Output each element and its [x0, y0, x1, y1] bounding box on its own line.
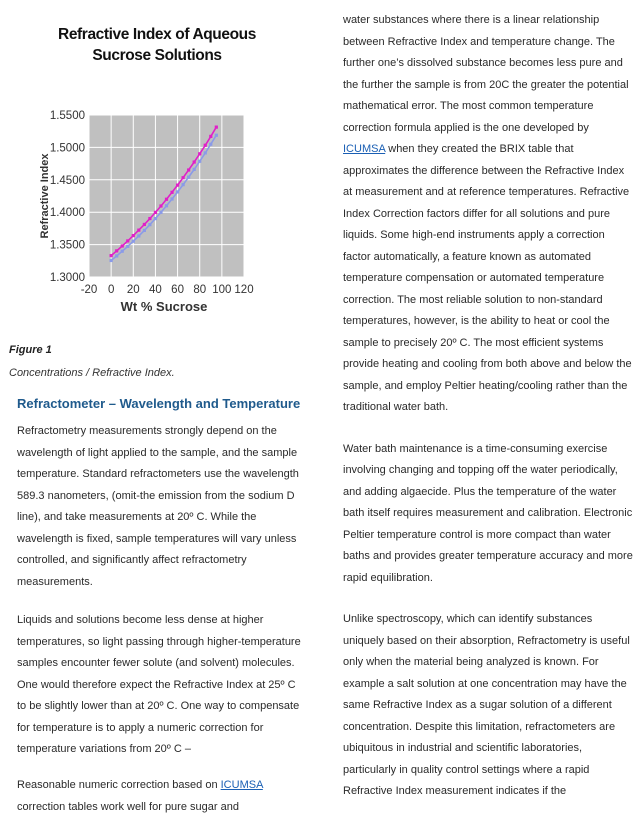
series-1-point — [121, 250, 124, 253]
left-paragraph-3-text-b: correction tables work well for pure sugar and — [17, 800, 239, 813]
right-paragraph-1-text-a: water substances where there is a linear relationship between Refractive Index and temperature change. The further one’s dissolved substance becomes less pure and the further the sample is from 20C the greater the potential mathematical error. The most common temperature correction formula applied is the one developed by — [343, 14, 629, 134]
series-1-point — [170, 197, 173, 200]
figure-caption-text: Concentrations / Refractive Index. — [9, 367, 175, 379]
series-0-point — [154, 211, 157, 214]
y-tick-label: 1.3000 — [49, 272, 85, 284]
series-0-point — [176, 184, 179, 187]
left-paragraph-2: Liquids and solutions become less dense at higher temperatures, so light passing through higher-temperature samples encounter fewer solute (and solvent) molecules. One would therefore expect the Refractive Index at 25º C to be slightly lower than at 20º C. One way to compensate for temperature is to apply a numeric correction for temperature variations from 20º C – — [17, 614, 301, 755]
chart-title: Refractive Index of Aqueous Sucrose Solutions — [58, 26, 256, 64]
series-1-point — [215, 134, 218, 137]
icumsa-link[interactable]: ICUMSA — [220, 779, 263, 791]
series-1-point — [187, 176, 190, 179]
series-0-point — [209, 135, 212, 138]
x-tick-label: 60 — [171, 284, 184, 296]
x-tick-label: 40 — [149, 284, 162, 296]
series-1-point — [154, 217, 157, 220]
right-paragraph-2: Water bath maintenance is a time-consuming exercise involving changing and topping off the water periodically, and adding algaecide. Plus the temperature of the water bath itself requires measurement and calibration. Electronic Peltier temperature control is more compact than water baths and provides greater temperature accuracy and more rapid equilibration. — [343, 442, 633, 584]
right-column — [343, 10, 633, 803]
series-1-point — [137, 234, 140, 237]
series-1-point — [182, 183, 185, 186]
series-1-point — [132, 240, 135, 243]
series-1-point — [165, 204, 168, 207]
x-tick-label: -20 — [80, 284, 98, 296]
series-0-point — [182, 176, 185, 179]
right-paragraph-3: Unlike spectroscopy, which can identify substances uniquely based on their absorption, Refractometry is useful only when the material being analyzed is known. For example a salt solution at one concentration may have the same Refractive Index as a sugar solution of a different concentration. Despite this limitation, refractometers are ubiquitous in industrial and scientific laboratories, particularly in quality control settings where a rapid Refractive Index measurement indicates if the — [343, 613, 630, 797]
series-0-point — [170, 191, 173, 194]
series-1-point — [110, 259, 113, 262]
figure-1 — [32, 18, 282, 318]
series-0-point — [121, 244, 124, 247]
x-axis-label: Wt % Sucrose — [120, 299, 208, 314]
series-1-point — [193, 168, 196, 171]
series-1-point — [198, 160, 201, 163]
icumsa-link[interactable]: ICUMSA — [343, 143, 386, 155]
y-tick-label: 1.5500 — [49, 110, 85, 122]
series-0-point — [159, 204, 162, 207]
left-paragraph-1: Refractometry measurements strongly depend on the wavelength of light applied to the sample, and the sample temperature. Standard refractometers use the wavelength 589.3 nanometers, (omit-the emission from the sodium D line), and take measurements at 20º C. While the wavelength is fixed, sample temperatures will vary unless controlled, and significantly affect refractometry measurements. — [17, 425, 299, 588]
section-heading: Refractometer – Wavelength and Temperature — [17, 396, 301, 411]
series-1-point — [209, 143, 212, 146]
y-axis-label: Refractive Index — [39, 153, 51, 239]
series-0-point — [143, 223, 146, 226]
series-1-point — [204, 151, 207, 154]
y-tick-label: 1.5000 — [49, 142, 85, 155]
series-1-point — [143, 229, 146, 232]
left-paragraph-3 — [17, 775, 312, 818]
series-0-point — [198, 152, 201, 155]
series-0-point — [193, 160, 196, 163]
series-1-point — [148, 223, 151, 226]
right-paragraph-1 — [343, 10, 633, 419]
series-1-point — [176, 190, 179, 193]
x-tick-label: 0 — [107, 284, 115, 296]
left-paragraph-3-text-a: Reasonable numeric correction based on — [17, 779, 221, 791]
x-tick-label: 20 — [126, 284, 140, 296]
x-tick-label: 120 — [234, 284, 254, 296]
series-0-point — [137, 229, 140, 232]
series-0-point — [115, 249, 118, 252]
plot-area — [89, 115, 244, 277]
series-1-point — [126, 245, 129, 248]
series-1-point — [159, 211, 162, 214]
series-0-point — [132, 234, 135, 237]
y-tick-label: 1.3500 — [49, 239, 85, 252]
y-tick-label: 1.4500 — [49, 174, 85, 187]
x-tick-label: 100 — [212, 284, 232, 296]
series-0-point — [215, 126, 218, 129]
series-0-point — [126, 239, 129, 242]
y-tick-label: 1.4000 — [49, 207, 85, 220]
series-0-point — [187, 168, 190, 171]
series-0-point — [110, 254, 113, 257]
series-0-point — [165, 198, 168, 201]
series-1-point — [115, 254, 118, 257]
x-tick-label: 80 — [193, 284, 207, 296]
series-0-point — [148, 217, 151, 220]
right-paragraph-1-text-b: when they created the BRIX table that approximates the difference between the Refractive Index at measurement and at reference temperatures. Refractive Index Correction factors differ for all solutions and pure liquids. Some high-end instruments apply a correction factor automatically, a feature known as automated temperature compensation or automated temperature correction. The most reliable solution to non-standard temperatures, however, is the ability to heat or cool the sample to precisely 20º C. The most efficient systems provide heating and cooling from both above and below the sample, and employ Peltier heating/cooling rather than the traditional water bath. — [343, 143, 632, 413]
series-0-point — [204, 144, 207, 147]
figure-caption-number: Figure 1 — [9, 344, 52, 356]
